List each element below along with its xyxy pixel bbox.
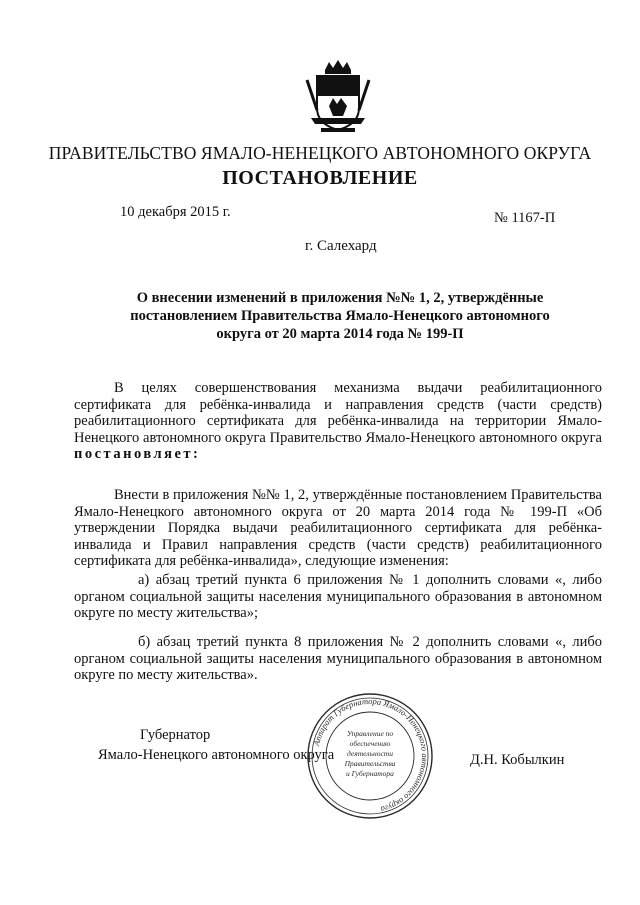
stamp-line: обеспечению (349, 739, 391, 748)
document-number: № 1167-П (494, 210, 556, 226)
signatory-title: Губернатор (140, 727, 211, 743)
stamp-line: и Губернатора (346, 769, 394, 778)
preamble-text: В целях совершенствования механизма выдачи реабилитационного сертификата для ребёнка-инвалида и направления средств (части средств) реабилитационного сертификата для ребёнка-инвалида на территории Ямало-Ненецкого автономного округа Правительство Ямало-Ненецкого автономного округа (74, 380, 602, 446)
document-city: г. Салехард (305, 238, 377, 254)
stamp-line: Правительства (344, 759, 396, 768)
stamp-line: деятельности (347, 749, 393, 758)
stamp-ring-text: Аппарат Губернатора Ямало-Ненецкого автономного округа (311, 695, 431, 815)
amendment-item-b: б) абзац третий пункта 8 приложения № 2 дополнить словами «, либо органом социальной защиты населения муниципального образования в автономном округе по месту жительства». (74, 634, 602, 683)
coat-of-arms-icon (303, 58, 373, 136)
official-stamp (304, 690, 436, 822)
stamp-line: Управление по (346, 729, 394, 738)
signatory-name: Д.Н. Кобылкин (470, 752, 565, 768)
document-subject: О внесении изменений в приложения №№ 1, 2, утверждённые постановлением Правительства Ямало-Ненецкого автономного округа от 20 марта 2014 года № 199-П (130, 290, 550, 342)
document-type: ПОСТАНОВЛЕНИЕ (222, 167, 418, 189)
amendment-item-a: а) абзац третий пункта 6 приложения № 1 дополнить словами «, либо органом социальной защиты населения муниципального образования в автономном округе по месту жительства»; (74, 572, 602, 621)
preamble-paragraph (74, 380, 602, 463)
signatory-organization: Ямало-Ненецкого автономного округа (98, 747, 335, 763)
amendment-paragraph: Внести в приложения №№ 1, 2, утверждённые постановлением Правительства Ямало-Ненецкого автономного округа от 20 марта 2014 года № 199-П «Об утверждении Порядка выдачи реабилитационного сертификата для ребёнка-инвалида и Правил направления средств (части средств) реабилитационного сертификата для ребёнка-инвалида», следующие изменения: (74, 487, 602, 569)
document-date: 10 декабря 2015 г. (120, 204, 231, 220)
organization-title: ПРАВИТЕЛЬСТВО ЯМАЛО-НЕНЕЦКОГО АВТОНОМНОГО ОКРУГА (48, 143, 592, 163)
resolves-word: постановляет: (74, 446, 201, 462)
